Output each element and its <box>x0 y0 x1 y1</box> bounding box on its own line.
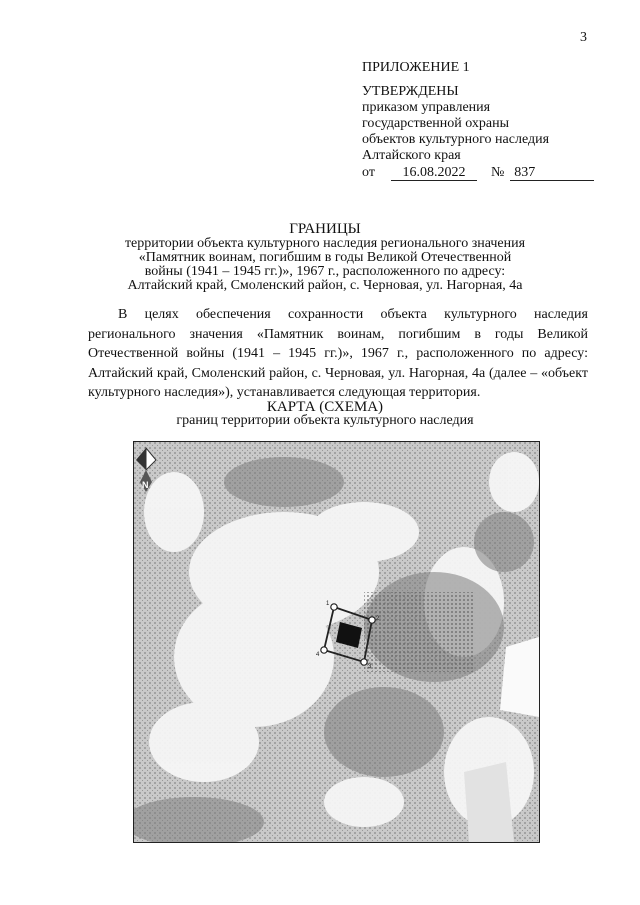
point-label: 3 <box>368 664 372 670</box>
order-line: объектов культурного наследия <box>362 132 550 147</box>
map-heading: КАРТА (СХЕМА) <box>266 399 384 415</box>
order-date-row <box>362 165 594 181</box>
order-date: 16.08.2022 <box>391 165 477 181</box>
document-title <box>90 222 560 293</box>
title-line: войны (1941 – 1945 гг.)», 1967 г., расположенного по адресу: <box>144 264 506 279</box>
order-line: Алтайского края <box>362 148 461 163</box>
point-label: 4 <box>316 652 320 658</box>
date-prefix: от <box>362 165 375 180</box>
boundary-point-1 <box>331 604 337 610</box>
title-line: «Памятник воинам, погибшим в годы Великой Отечественной <box>138 250 512 265</box>
map-title <box>90 400 560 428</box>
point-label: 2 <box>376 616 380 622</box>
map-image <box>134 442 539 842</box>
order-line: государственной охраны <box>362 116 510 131</box>
map-scheme <box>133 441 540 843</box>
body-paragraph: В целях обеспечения сохранности объекта культурного наследия регионального значения «Памятник воинам, погибшим в годы Великой Отечественной войны (1941 – 1945 гг.)», 1967 г., расположенного по адресу: Алтайский край, Смоленский район, с. Черновая, ул. Нагорная, 4а (далее – «объект культурного наследия»), устанавливается следующая территория. <box>88 307 588 400</box>
building-light <box>500 637 539 717</box>
boundary-point-3 <box>361 659 367 665</box>
north-label: N <box>142 480 149 490</box>
title-line: Алтайский край, Смоленский район, с. Черновая, ул. Нагорная, 4а <box>127 278 523 293</box>
building-gray <box>464 762 514 842</box>
map-subheading: границ территории объекта культурного наследия <box>176 413 474 428</box>
title-line: территории объекта культурного наследия регионального значения <box>124 236 526 251</box>
page-number: 3 <box>580 30 587 45</box>
title-heading: ГРАНИЦЫ <box>289 221 361 237</box>
appendix-block <box>362 60 594 181</box>
boundary-point-2 <box>369 617 375 623</box>
point-label: 1 <box>326 601 330 607</box>
boundary-point-4 <box>321 647 327 653</box>
order-number: 837 <box>510 165 594 181</box>
number-prefix: № <box>490 165 505 180</box>
appendix-label: ПРИЛОЖЕНИЕ 1 <box>362 60 470 75</box>
approved-label: УТВЕРЖДЕНЫ <box>362 84 459 99</box>
order-line: приказом управления <box>362 100 491 115</box>
